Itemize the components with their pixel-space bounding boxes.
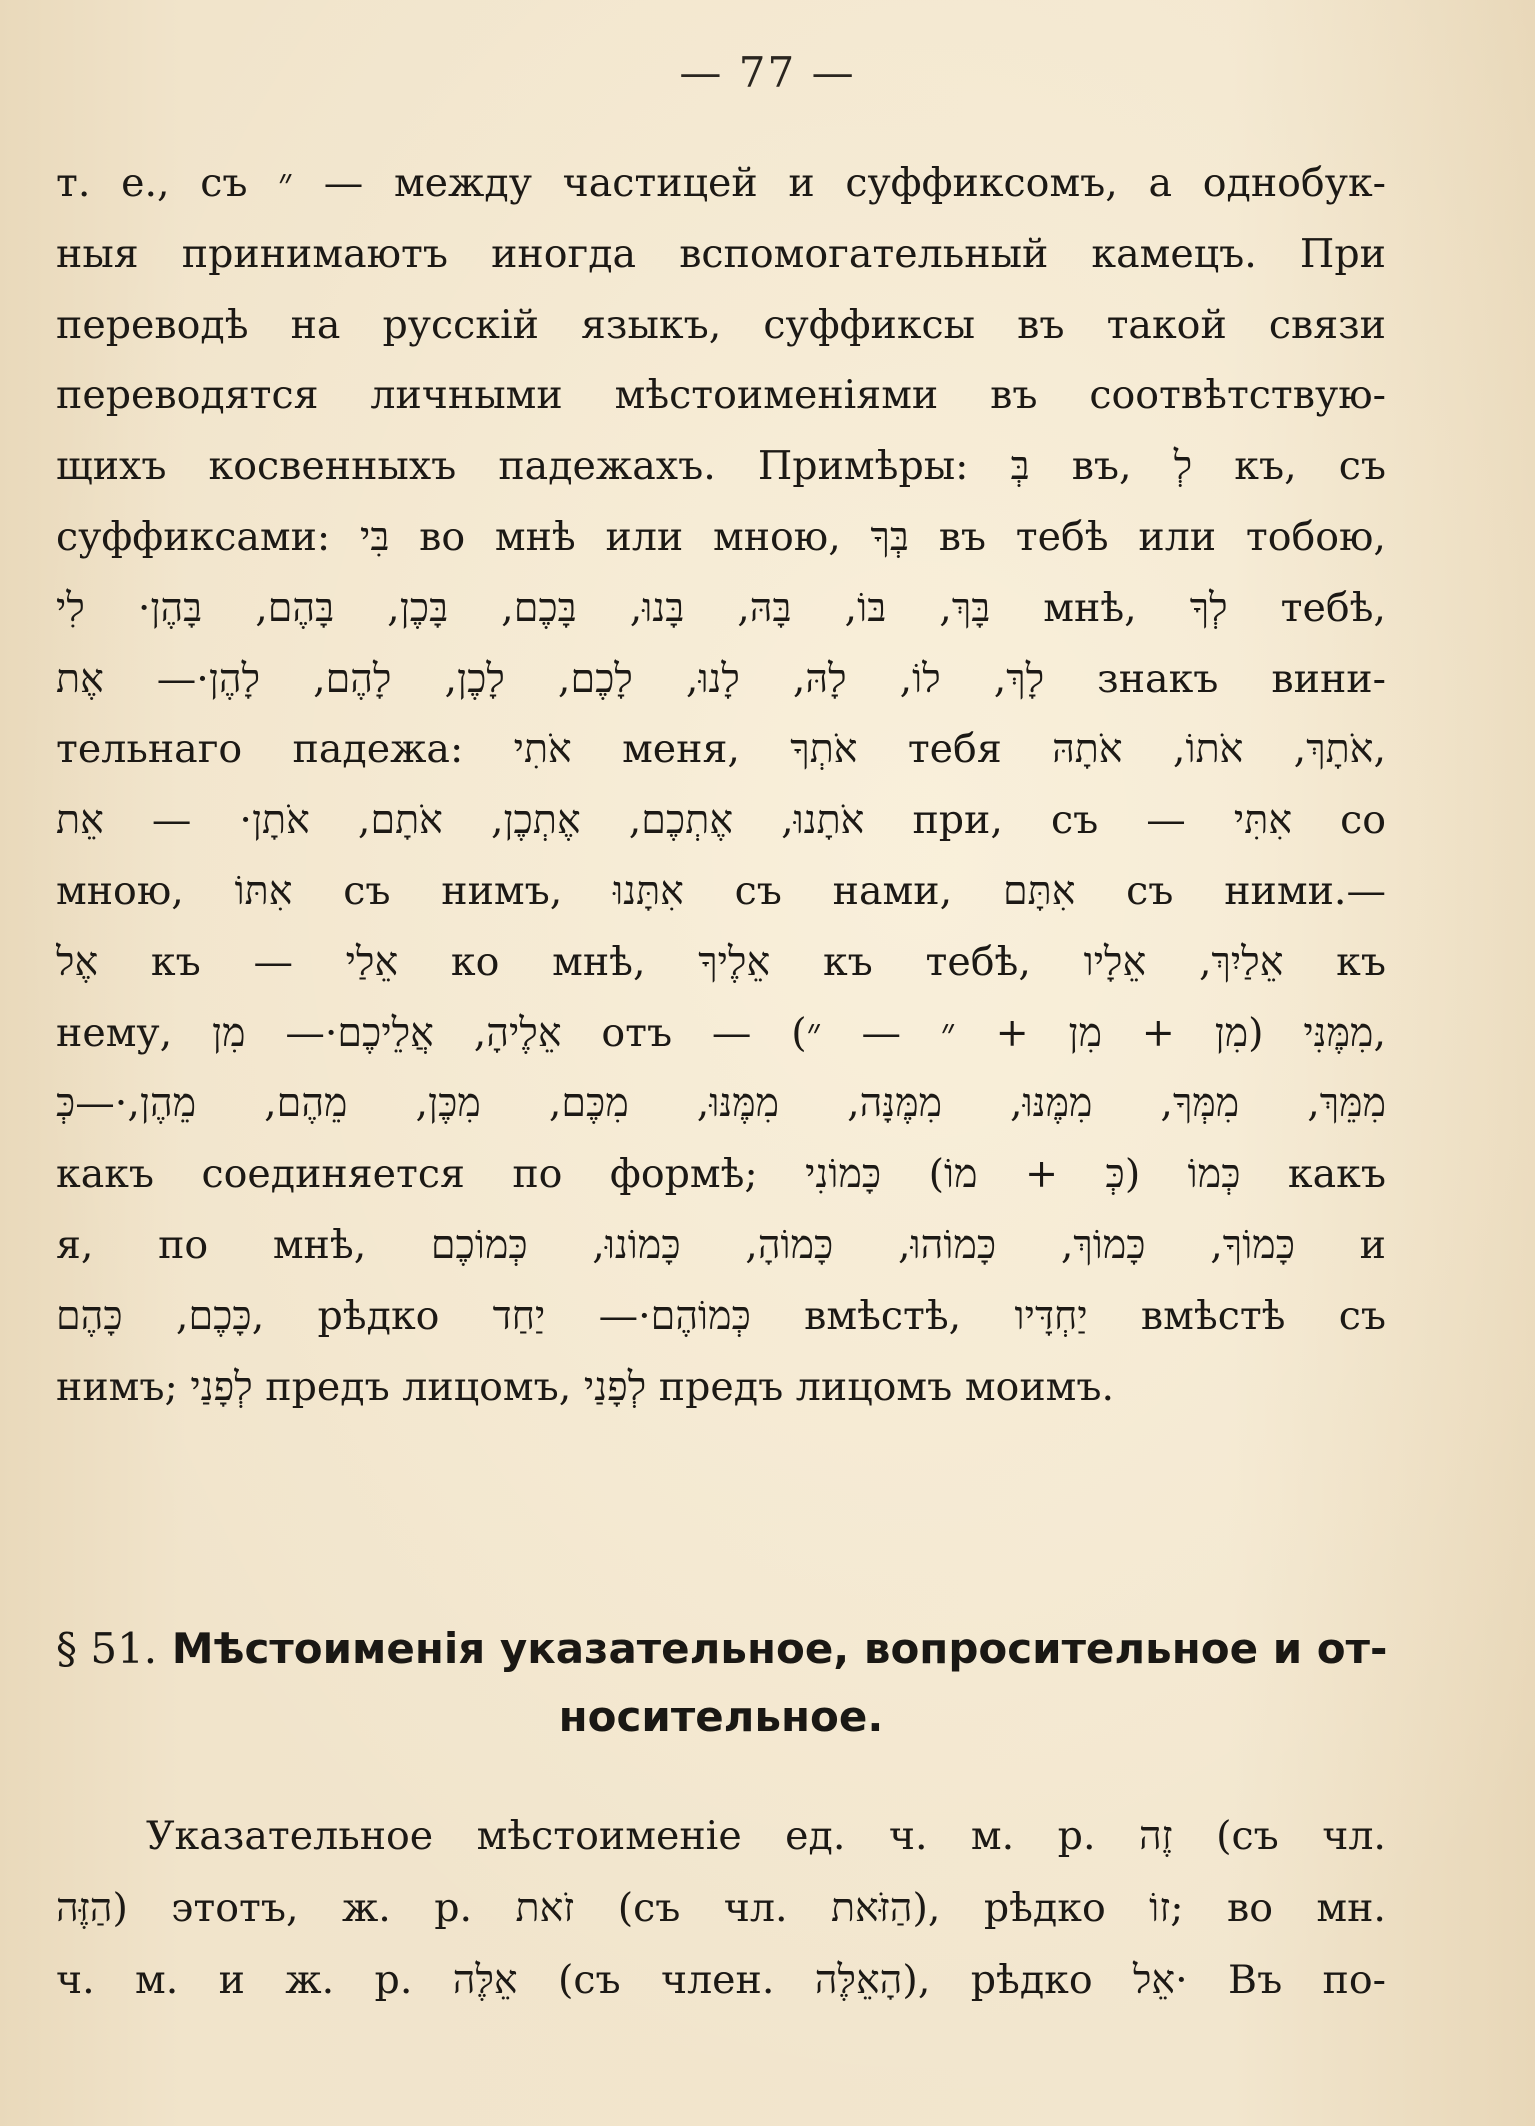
text-line: ч. м. и ж. р. אֵלֶּה (съ член. הָאֵלֶּה), рѣдко אֵל· Въ по-: [56, 1957, 1386, 2003]
text-line: הַזֶּה) этотъ, ж. р. זֹאת (съ чл. הַזֹּאת), рѣдко זוֹ; во мн.: [56, 1885, 1386, 1931]
text-line: אֶל къ — אֵלַי ко мнѣ, אֵלֶיךָ къ тебѣ, אֵלַיִךְ, אֵלָיו къ: [56, 938, 1386, 985]
page-number: — 77 —: [679, 48, 856, 97]
text-line: я, по мнѣ, כָּמוֹךָ, כָּמוֹךְ, כָּמוֹהוּ, כָּמוֹהָ, כָּמוֹנוּ, כְּמוֹכֶם и: [56, 1221, 1386, 1268]
paragraph-2: [56, 1800, 1386, 2016]
text-line: мною, אִתּוֹ съ нимъ, אִתָּנוּ съ нами, אִתָּם съ ними.—: [56, 867, 1386, 914]
text-line: אֹתָנוּ, אֶתְכֶם, אֶתְכֶן, אֹתָם, אֹתָן· — אֵת при, съ — אִתִּי со: [56, 797, 1386, 844]
text-line: нему, אֵלֶיהָ, אֲלֵיכֶם·— מִן отъ — מִמֶּנִּי (מִן + מִן + ״ — ״),: [56, 1009, 1386, 1056]
text-line: בָּךְ, בּוֹ, בָּהּ, בָּנוּ, בָּכֶם, בָּכֶן, בָּהֶם, בָּהֶן· לִי мнѣ, לְךָ тебѣ,: [56, 584, 1386, 631]
text-line: щихъ косвенныхъ падежахъ. Примѣры: בְּ въ, לְ къ, съ: [56, 443, 1386, 490]
text-line: какъ соединяется по формѣ; כְּמוֹ (כְּ + מוֹ) כָּמוֹנִי какъ: [56, 1151, 1386, 1198]
section-heading: [56, 1615, 1386, 1751]
text-line: тельнаго падежа: אֹתִי меня, אֹתְךָ тебя אֹתָךְ, אֹתוֹ, אֹתָהּ,: [56, 726, 1386, 773]
text-line: переводѣ на русскій языкъ, суффиксы въ такой связи: [56, 301, 1386, 348]
text-line: לָךְ, לוֹ, לָהּ, לָנוּ, לָכֶם, לָכֶן, לָהֶם, לָהֶן·— אֶת знакъ вини-: [56, 655, 1386, 702]
section-number: § 51.: [56, 1624, 158, 1673]
text-line: ныя принимаютъ иногда вспомогательный камецъ. При: [56, 230, 1386, 277]
text-line: переводятся личными мѣстоименіями въ соотвѣтствую-: [56, 372, 1386, 419]
section-title-part-1: Мѣстоименія указательное, вопросительное и от-: [171, 1624, 1388, 1673]
section-heading-line-1: [56, 1615, 1386, 1683]
paragraph-1: [56, 148, 1386, 1422]
text-line: т. е., съ ״ — между частицей и суффиксомъ, а однобук-: [56, 160, 1386, 206]
text-line: суффиксами: בִּי во мнѣ или мною, בְּךָ въ тебѣ или тобою,: [56, 513, 1386, 560]
text-line: מִמֵּךְ, מִמְּךָ, מִמֶּנּוּ, מִמֶּנָּה, מִמֶּנּוּ, מִכֶּם, מִכֶּן, מֵהֶם, מֵהֶן,·—כְּ: [56, 1080, 1386, 1127]
text-line: כָּכֶם, כָּהֶם, рѣдко כְּמוֹהֶם·— יַחַד вмѣстѣ, יַחְדָּיו вмѣстѣ съ: [56, 1292, 1386, 1339]
text-line: Указательное мѣстоименіе ед. ч. м. р. זֶה (съ чл.: [146, 1813, 1386, 1859]
text-line: нимъ; לְפָנַי предъ лицомъ, לְפָנַי предъ лицомъ моимъ.: [56, 1363, 1115, 1410]
section-title-part-2: носительное.: [558, 1692, 884, 1741]
